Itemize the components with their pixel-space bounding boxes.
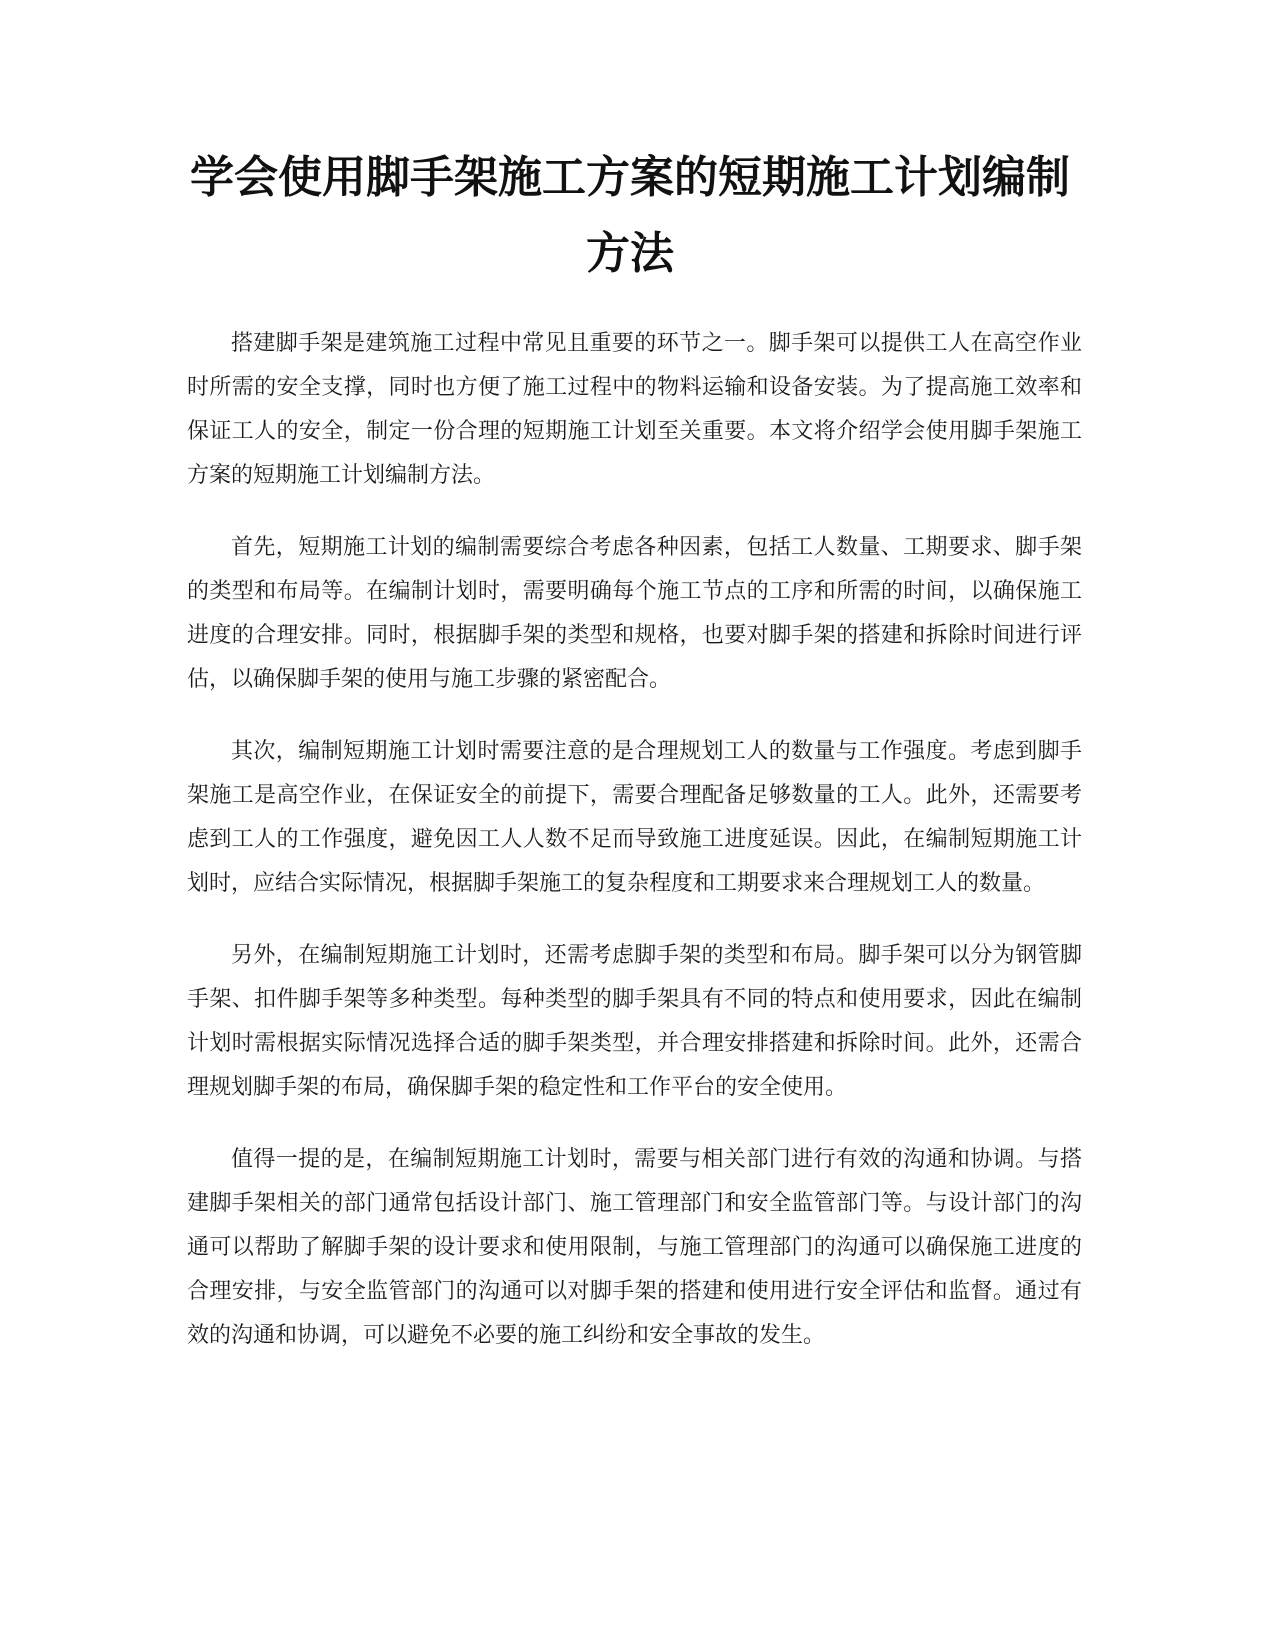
paragraph-3: 其次，编制短期施工计划时需要注意的是合理规划工人的数量与工作强度。考虑到脚手架施工是高空作业，在保证安全的前提下，需要合理配备足够数量的工人。此外，还需要考虑到工人的工作强度，避免因工人人数不足而导致施工进度延误。因此，在编制短期施工计划时，应结合实际情况，根据脚手架施工的复杂程度和工期要求来合理规划工人的数量。 [187, 739, 1082, 896]
paragraph-1: 搭建脚手架是建筑施工过程中常见且重要的环节之一。脚手架可以提供工人在高空作业时所需的安全支撑，同时也方便了施工过程中的物料运输和设备安装。为了提高施工效率和保证工人的安全，制定一份合理的短期施工计划至关重要。本文将介绍学会使用脚手架施工方案的短期施工计划编制方法。 [187, 331, 1082, 488]
paragraph-4: 另外，在编制短期施工计划时，还需考虑脚手架的类型和布局。脚手架可以分为钢管脚手架、扣件脚手架等多种类型。每种类型的脚手架具有不同的特点和使用要求，因此在编制计划时需根据实际情况选择合适的脚手架类型，并合理安排搭建和拆除时间。此外，还需合理规划脚手架的布局，确保脚手架的稳定性和工作平台的安全使用。 [187, 943, 1082, 1100]
document-body [187, 322, 1082, 1386]
document-title: 学会使用脚手架施工方案的短期施工计划编制方法 [190, 152, 1070, 279]
paragraph-5: 值得一提的是，在编制短期施工计划时，需要与相关部门进行有效的沟通和协调。与搭建脚手架相关的部门通常包括设计部门、施工管理部门和安全监管部门等。与设计部门的沟通可以帮助了解脚手架的设计要求和使用限制，与施工管理部门的沟通可以确保施工进度的合理安排，与安全监管部门的沟通可以对脚手架的搭建和使用进行安全评估和监督。通过有效的沟通和协调，可以避免不必要的施工纠纷和安全事故的发生。 [187, 1147, 1082, 1348]
paragraph-2: 首先，短期施工计划的编制需要综合考虑各种因素，包括工人数量、工期要求、脚手架的类型和布局等。在编制计划时，需要明确每个施工节点的工序和所需的时间，以确保施工进度的合理安排。同时，根据脚手架的类型和规格，也要对脚手架的搭建和拆除时间进行评估，以确保脚手架的使用与施工步骤的紧密配合。 [187, 535, 1082, 692]
